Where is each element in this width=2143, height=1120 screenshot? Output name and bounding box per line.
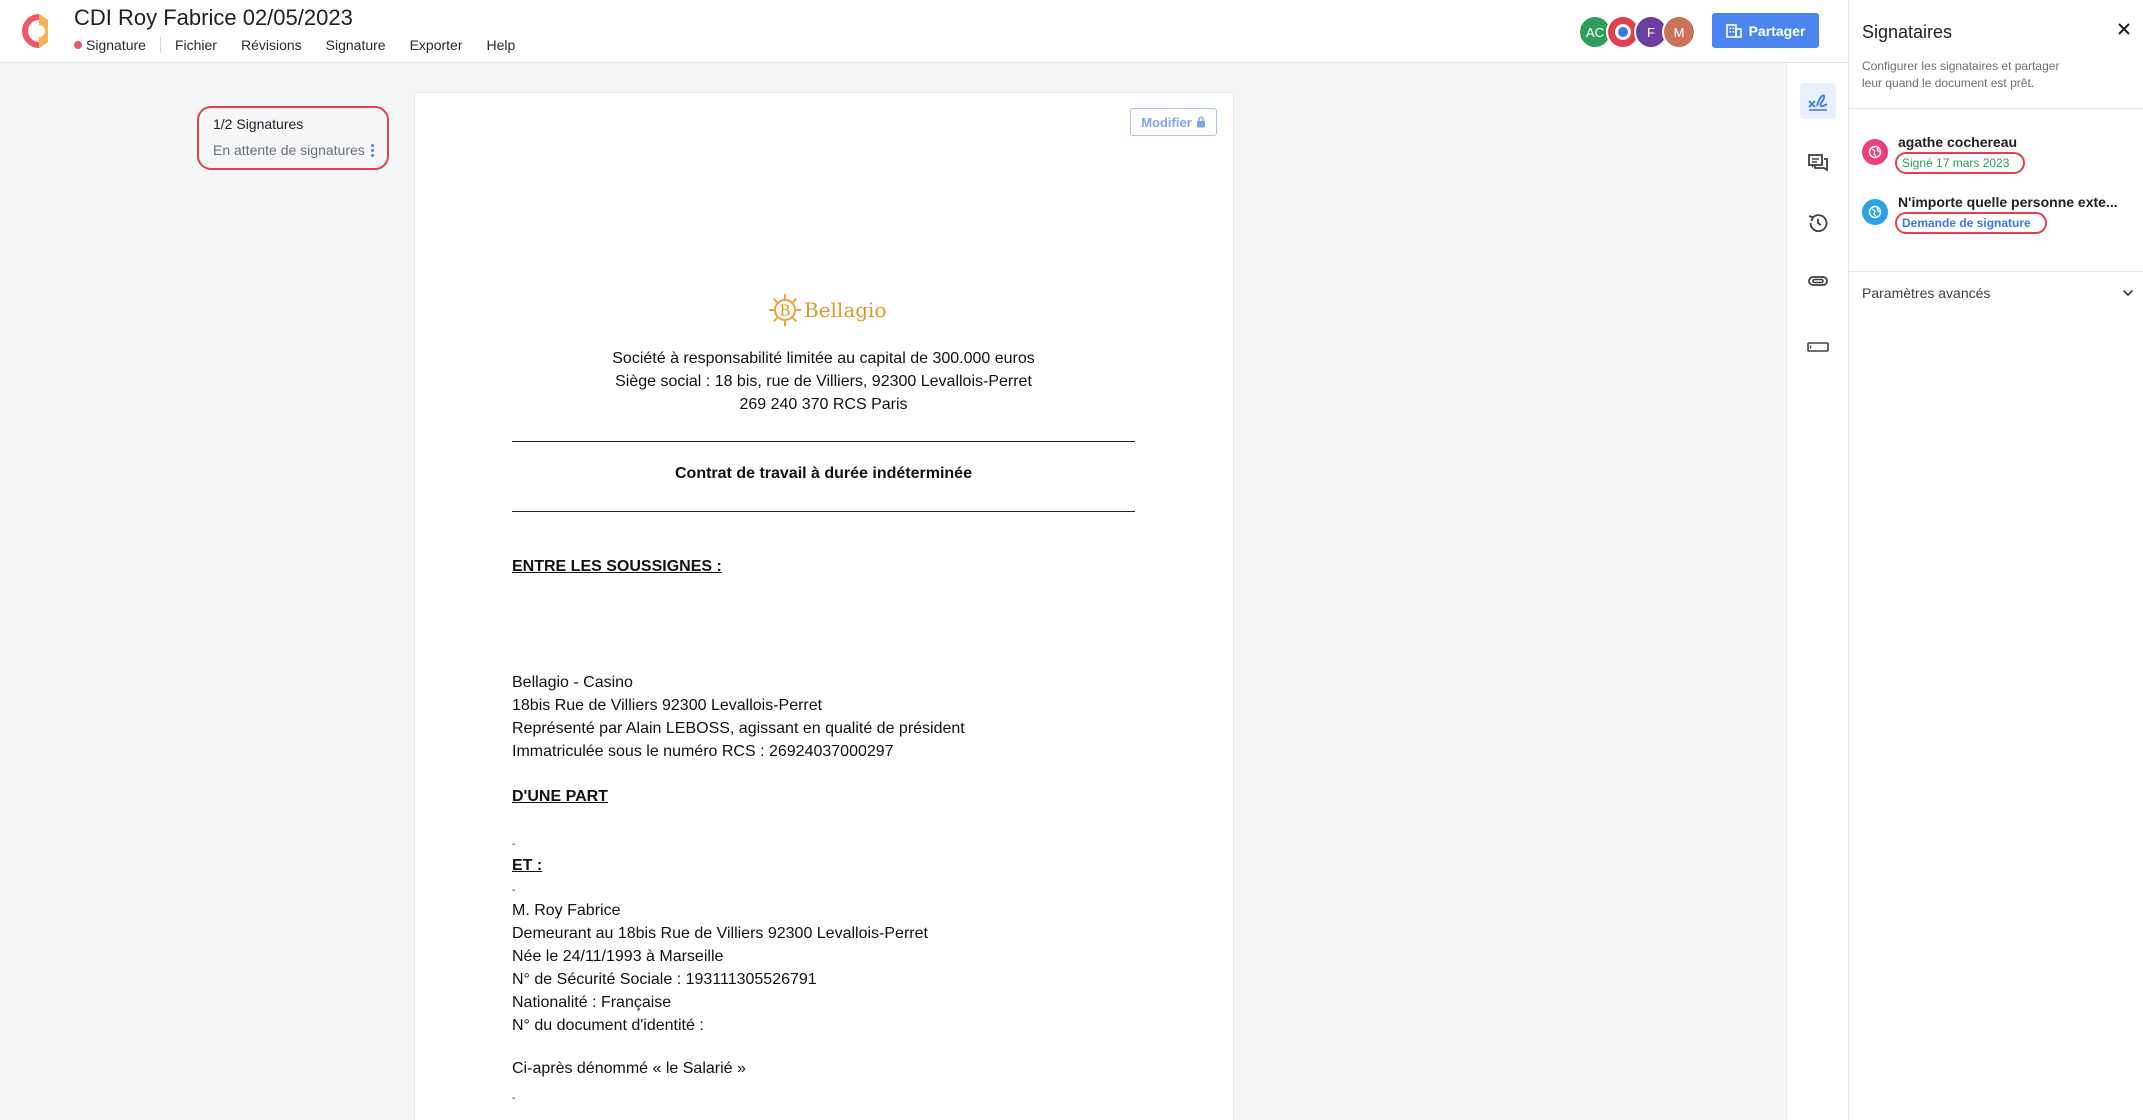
building-icon [1726, 24, 1742, 38]
employer-info [512, 671, 1135, 763]
signer-row[interactable] [1862, 134, 2132, 174]
section-heading-and: ET : [512, 857, 543, 874]
signer-row[interactable] [1862, 194, 2132, 234]
employer-line: Immatriculée sous le numéro RCS : 26924037000297 [512, 743, 894, 760]
panel-description: Configurer les signataires et partager leur quand le document est prêt. [1862, 59, 2060, 90]
divider [512, 511, 1135, 512]
contract-title: Contrat de travail à durée indéterminée [675, 465, 972, 482]
signer-status: Signé 17 mars 2023 [1895, 152, 2025, 174]
more-options-icon[interactable] [371, 144, 374, 157]
employee-info [512, 899, 1135, 1037]
signer-name: agathe cochereau [1898, 134, 2018, 150]
dash-marker: - [512, 885, 516, 896]
history-icon[interactable] [1800, 205, 1836, 241]
panel-title: Signataires [1862, 22, 1953, 42]
brand-name: Bellagio [804, 298, 887, 322]
company-line: 269 240 370 RCS Paris [739, 396, 908, 413]
side-toolbar [1786, 63, 1848, 1120]
signature-waiting-text: En attente de signatures [213, 142, 365, 158]
signature-status-tag[interactable] [74, 37, 161, 53]
menu-help[interactable]: Help [486, 37, 516, 53]
employee-line: Demeurant au 18bis Rue de Villiers 92300 Levallois-Perret [512, 925, 928, 942]
share-label: Partager [1748, 22, 1806, 39]
avatar-f[interactable]: F [1634, 15, 1668, 49]
employee-line: Nationalité : Française [512, 994, 672, 1011]
employee-line: N° de Sécurité Sociale : 193111305526791 [512, 971, 817, 988]
globe-icon [1862, 199, 1888, 225]
advanced-settings-toggle[interactable] [1862, 285, 2134, 301]
top-bar [0, 0, 1848, 63]
avatar-ac[interactable]: AC [1578, 15, 1612, 49]
field-icon[interactable] [1800, 329, 1836, 365]
divider [1849, 271, 2143, 272]
company-line: Siège social : 18 bis, rue de Villiers, 92300 Levallois-Perret [615, 373, 1032, 390]
chevron-down-icon [2122, 289, 2134, 297]
modify-button[interactable] [1130, 108, 1217, 136]
company-logo [768, 293, 887, 327]
divider [1849, 108, 2143, 109]
signer-name: N'importe quelle personne exte... [1898, 194, 2118, 210]
comments-icon[interactable] [1800, 145, 1836, 181]
status-dot-icon [74, 41, 82, 49]
avatar-app-icon [1614, 23, 1632, 41]
brand-initial: B [779, 301, 791, 320]
section-heading-between: ENTRE LES SOUSSIGNES : [512, 558, 722, 575]
company-info [512, 347, 1135, 416]
employee-designation: Ci-après dénommé « le Salarié » [512, 1060, 746, 1077]
divider [512, 441, 1135, 442]
signature-waiting-row [213, 142, 373, 158]
employee-line: N° du document d'identité : [512, 1017, 704, 1034]
signature-icon[interactable] [1800, 83, 1836, 119]
attachment-icon[interactable] [1800, 263, 1836, 299]
employee-line: M. Roy Fabrice [512, 902, 621, 919]
close-icon[interactable] [2115, 20, 2133, 38]
signers-panel [1848, 0, 2143, 1120]
modify-label: Modifier [1141, 114, 1192, 130]
menu-revisions[interactable]: Révisions [240, 37, 302, 53]
sun-emblem-icon [768, 293, 802, 327]
employer-line: Représenté par Alain LEBOSS, agissant en qualité de président [512, 720, 965, 737]
signer-status: Demande de signature [1895, 212, 2047, 234]
share-button[interactable] [1712, 13, 1819, 48]
dash-marker: - [512, 1093, 516, 1104]
status-label: Signature [86, 37, 146, 53]
dash-marker: - [512, 839, 516, 850]
lock-icon [1196, 116, 1206, 128]
employee-line: Née le 24/11/1993 à Marseille [512, 948, 724, 965]
menu-fichier[interactable]: Fichier [174, 37, 217, 53]
document-title[interactable]: CDI Roy Fabrice 02/05/2023 [74, 5, 353, 30]
signature-count: 1/2 Signatures [213, 116, 304, 132]
employer-line: 18bis Rue de Villiers 92300 Levallois-Perret [512, 697, 823, 714]
company-line: Société à responsabilité limitée au capital de 300.000 euros [612, 350, 1035, 367]
menu-signature[interactable]: Signature [325, 37, 386, 53]
signature-progress-card[interactable] [197, 106, 389, 170]
menu-exporter[interactable]: Exporter [409, 37, 463, 53]
section-heading-first-part: D'UNE PART [512, 788, 608, 805]
menu-bar [74, 37, 539, 53]
app-logo-icon[interactable] [22, 12, 56, 50]
collaborator-avatars [1578, 15, 1696, 49]
employer-line: Bellagio - Casino [512, 674, 633, 691]
avatar-m[interactable]: M [1662, 15, 1696, 49]
advanced-settings-label: Paramètres avancés [1862, 285, 1991, 301]
document-page [415, 93, 1233, 1120]
globe-icon [1862, 139, 1888, 165]
